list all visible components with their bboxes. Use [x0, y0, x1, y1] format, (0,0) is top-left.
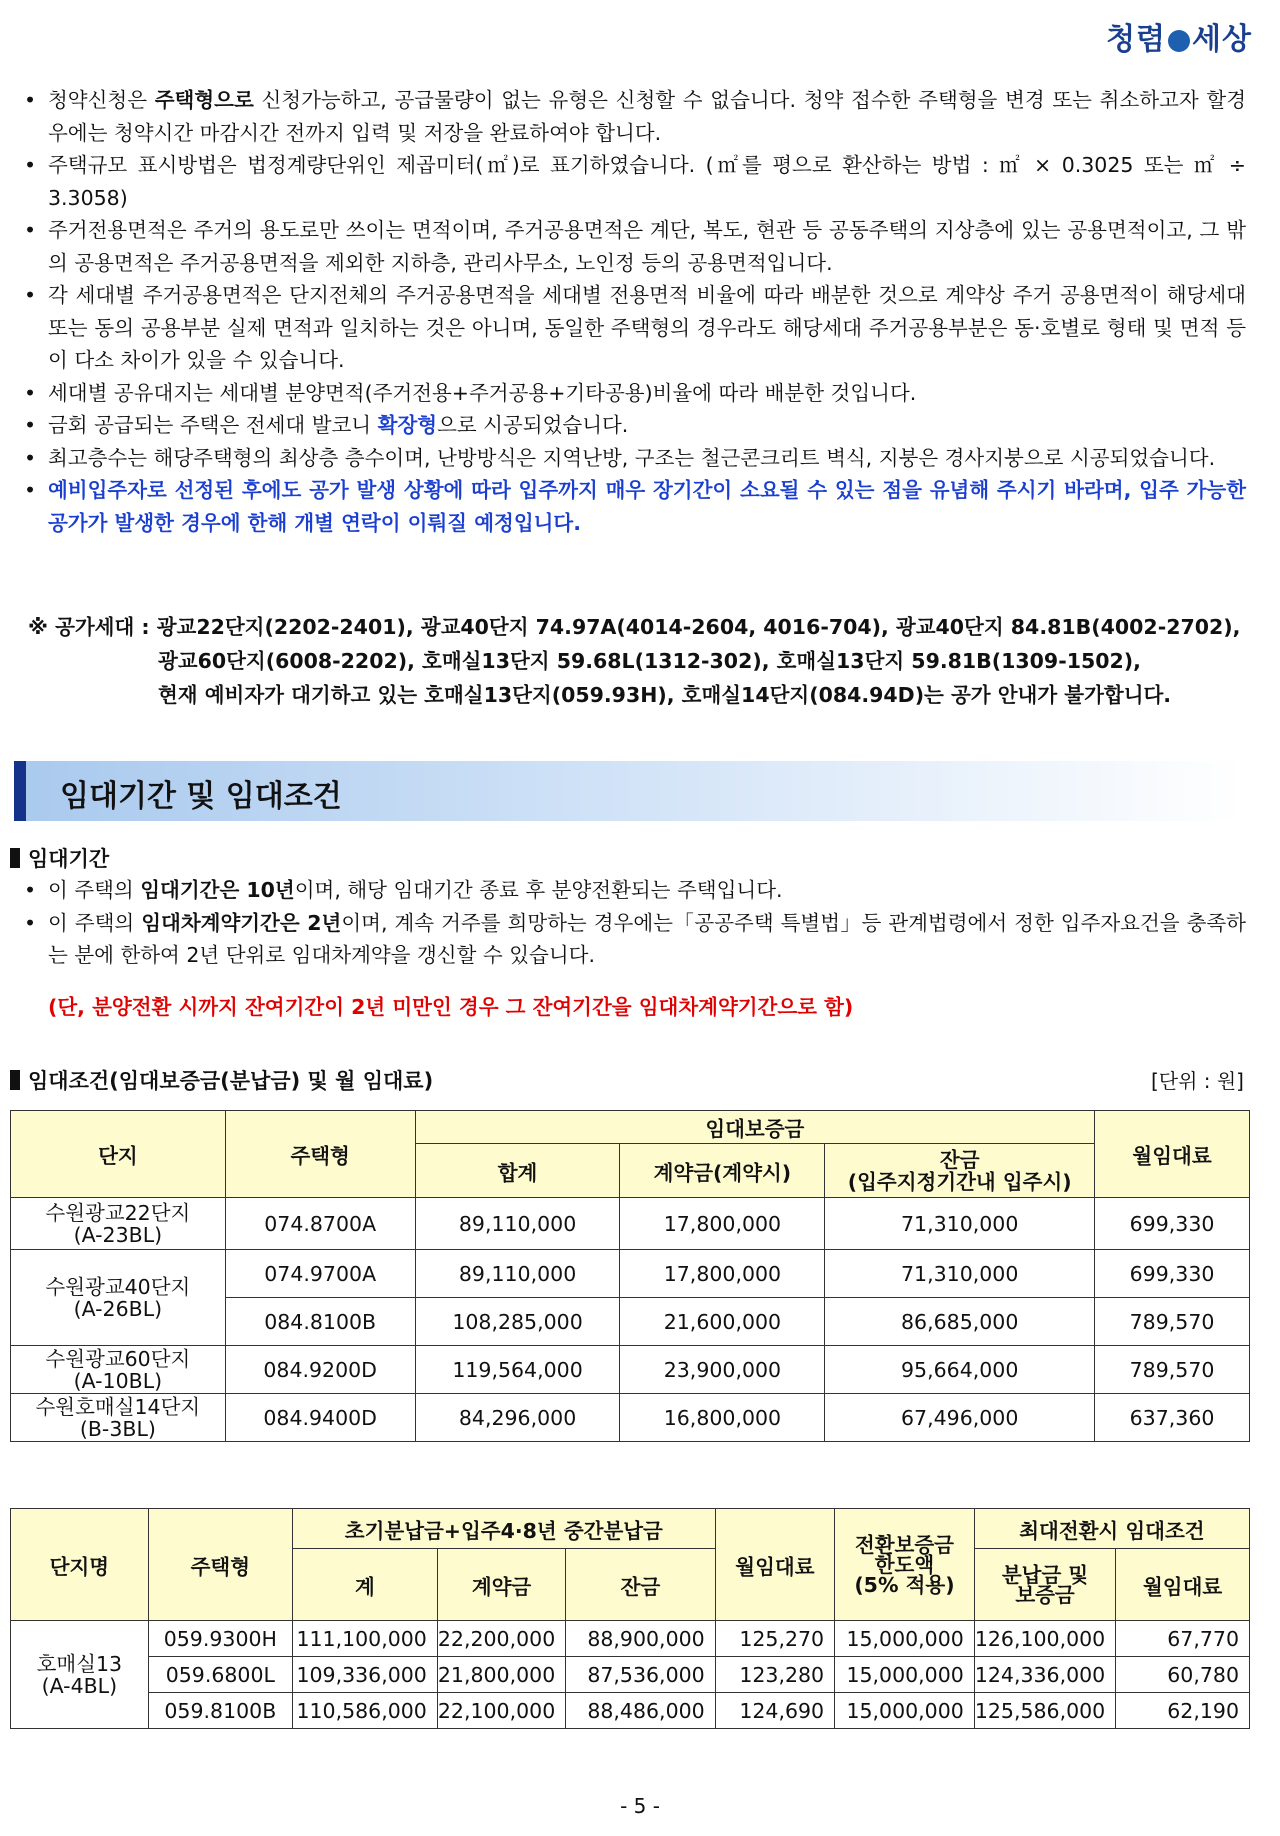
monthly-rent: 699,330 [1095, 1198, 1250, 1250]
monthly-rent: 699,330 [1095, 1250, 1250, 1298]
deposit-contract: 16,800,000 [620, 1394, 825, 1442]
bullet-item [18, 442, 1246, 475]
notice-bullets [18, 84, 1246, 539]
installment-balance: 87,536,000 [566, 1657, 715, 1693]
monthly-rent: 123,280 [715, 1657, 834, 1693]
housing-type: 074.9700A [225, 1250, 415, 1298]
installment-balance: 88,900,000 [566, 1621, 715, 1657]
table-row [11, 1693, 1250, 1729]
bullet-item [18, 874, 1246, 907]
section-title: 임대기간 및 임대조건 [60, 779, 342, 814]
subheading-lease-terms: 임대조건(임대보증금(분납금) 및 월 임대료) [10, 1065, 433, 1095]
max-monthly-rent: 60,780 [1116, 1657, 1250, 1693]
monthly-rent: 124,690 [715, 1693, 834, 1729]
header-total: 합계 [415, 1144, 620, 1198]
header-balance: 잔금 [566, 1549, 715, 1621]
bullet-text: 예비입주자로 선정된 후에도 공가 발생 상황에 따라 입주까지 매우 장기간이 소요될 수 있는 점을 유념해 주시기 바라며, 입주 가능한 공가가 발생한 경우에 한해 개별 연락이 이뤄질 예정입니다. [48, 478, 1246, 535]
lease-terms-table [10, 1110, 1250, 1442]
complex-name: 수원광교22단지 (A-23BL) [11, 1198, 226, 1250]
housing-type: 084.8100B [225, 1298, 415, 1346]
bullet-text: 금회 공급되는 주택은 전세대 발코니 [48, 413, 378, 437]
header-type: 주택형 [148, 1509, 292, 1621]
bullet-text: 주택규모 표시방법은 법정계량단위인 제곱미터(㎡)로 표기하였습니다. (㎡를 평으로 환산하는 방법 : ㎡ × 0.3025 또는 ㎡ ÷ 3.3058) [48, 153, 1246, 210]
deposit-total: 84,296,000 [415, 1394, 620, 1442]
table-row [11, 1621, 1250, 1657]
bullet-item [18, 377, 1246, 410]
bullet-text: 이 주택의 [48, 910, 142, 935]
bullet-text: 각 세대별 주거공용면적은 단지전체의 주거공용면적을 세대별 전용면적 비율에 따라 배분한 것으로 계약상 주거 공용면적이 해당세대 또는 동의 공용부분 실제 면적과 일치하는 것은 아니며, 동일한 주택형의 경우라도 해당세대 주거공용부분은 동·호별로 형태 및 면적 등이 다소 차이가 있을 수 있습니다. [48, 283, 1246, 372]
conversion-limit: 15,000,000 [835, 1693, 975, 1729]
header-type: 주택형 [225, 1111, 415, 1198]
header-complex: 단지 [11, 1111, 226, 1198]
bullet-item [18, 474, 1246, 539]
bullet-item [18, 214, 1246, 279]
max-installment-deposit: 126,100,000 [974, 1621, 1115, 1657]
installment-sum: 111,100,000 [292, 1621, 437, 1657]
max-installment-deposit: 125,586,000 [974, 1693, 1115, 1729]
table-row [11, 1250, 1250, 1298]
housing-type: 059.9300H [148, 1621, 292, 1657]
max-monthly-rent: 67,770 [1116, 1621, 1250, 1657]
deposit-balance: 71,310,000 [825, 1198, 1095, 1250]
logo-text-left: 청렴 [1106, 22, 1167, 57]
header-contract: 계약금 [437, 1549, 565, 1621]
vacancy-note [28, 610, 1240, 712]
housing-type: 059.6800L [148, 1657, 292, 1693]
deposit-contract: 17,800,000 [620, 1198, 825, 1250]
bullet-text: 임대차계약기간은 2년 [141, 910, 342, 935]
complex-name: 호매실13 (A-4BL) [11, 1621, 149, 1729]
bullet-item [18, 279, 1246, 377]
installment-table [10, 1508, 1250, 1729]
bullet-item [18, 409, 1246, 442]
installment-sum: 109,336,000 [292, 1657, 437, 1693]
section-header [14, 761, 1244, 821]
deposit-contract: 23,900,000 [620, 1346, 825, 1394]
deposit-total: 108,285,000 [415, 1298, 620, 1346]
deposit-balance: 95,664,000 [825, 1346, 1095, 1394]
bullet-text: 주택형으로 [154, 88, 254, 112]
deposit-balance: 71,310,000 [825, 1250, 1095, 1298]
unit-label: [단위 : 원] [1150, 1069, 1244, 1093]
table-row [11, 1198, 1250, 1250]
deposit-balance: 86,685,000 [825, 1298, 1095, 1346]
complex-name: 수원광교60단지 (A-10BL) [11, 1346, 226, 1394]
header-contract: 계약금(계약시) [620, 1144, 825, 1198]
logo [1106, 14, 1252, 58]
header-initial-installment: 초기분납금+입주4·8년 중간분납금 [292, 1509, 715, 1549]
bullet-text: 이며, 계속 거주를 희망하는 경우에는「공공주택 특별법」등 관계법령에서 정한 입주자요건을 충족하는 분에 한하여 2년 단위로 임대차계약을 갱신할 수 있습니다. [48, 910, 1246, 967]
bullet-text: 임대기간은 10년 [140, 878, 295, 902]
deposit-total: 89,110,000 [415, 1198, 620, 1250]
header-complex-name: 단지명 [11, 1509, 149, 1621]
bullet-item [18, 907, 1246, 972]
housing-type: 084.9400D [225, 1394, 415, 1442]
deposit-total: 119,564,000 [415, 1346, 620, 1394]
max-monthly-rent: 62,190 [1116, 1693, 1250, 1729]
housing-type: 084.9200D [225, 1346, 415, 1394]
deposit-balance: 67,496,000 [825, 1394, 1095, 1442]
header-balance: 잔금 (입주지정기간내 입주시) [825, 1144, 1095, 1198]
bullet-text: 이며, 해당 임대기간 종료 후 분양전환되는 주택입니다. [294, 878, 783, 902]
bullet-text: 신청가능하고, 공급물량이 없는 유형은 신청할 수 없습니다. 청약 접수한 주택형을 변경 또는 취소하고자 할경우에는 청약시간 마감시간 전까지 입력 및 저장을 완료하여야 합니다. [48, 88, 1247, 145]
installment-sum: 110,586,000 [292, 1693, 437, 1729]
lease-exception-note: (단, 분양전환 시까지 잔여기간이 2년 미만인 경우 그 잔여기간을 임대차계약기간으로 함) [48, 995, 854, 1019]
bullet-item [18, 149, 1246, 214]
bullet-text: 이 주택의 [48, 878, 141, 902]
installment-contract: 22,200,000 [437, 1621, 565, 1657]
table-row [11, 1394, 1250, 1442]
table-row [11, 1346, 1250, 1394]
housing-type: 074.8700A [225, 1198, 415, 1250]
vacancy-note-line: 광교60단지(6008-2202), 호매실13단지 59.68L(1312-302), 호매실13단지 59.81B(1309-1502), [158, 649, 1141, 673]
bullet-text: 확장형 [377, 413, 438, 437]
monthly-rent: 789,570 [1095, 1298, 1250, 1346]
bullet-text: 으로 시공되었습니다. [437, 413, 629, 437]
installment-contract: 22,100,000 [437, 1693, 565, 1729]
header-deposit: 임대보증금 [415, 1111, 1094, 1144]
deposit-total: 89,110,000 [415, 1250, 620, 1298]
header-max-rent: 월임대료 [1116, 1549, 1250, 1621]
bullet-text: 주거전용면적은 주거의 용도로만 쓰이는 면적이며, 주거공용면적은 계단, 복도, 현관 등 공동주택의 지상층에 있는 공용면적이고, 그 밖의 공용면적은 주거공용면적을 제외한 지하층, 관리사무소, 노인정 등의 공용면적입니다. [48, 218, 1246, 275]
bullet-text: 청약신청은 [48, 88, 155, 112]
header-conversion-limit: 전환보증금 한도액 (5% 적용) [835, 1509, 975, 1621]
page-number: - 5 - [620, 1794, 660, 1818]
table-row [11, 1657, 1250, 1693]
max-installment-deposit: 124,336,000 [974, 1657, 1115, 1693]
header-sum: 계 [292, 1549, 437, 1621]
conversion-limit: 15,000,000 [835, 1657, 975, 1693]
logo-text-right: 세상 [1192, 22, 1252, 57]
installment-balance: 88,486,000 [566, 1693, 715, 1729]
header-installment-deposit: 분납금 및 보증금 [974, 1549, 1115, 1621]
vacancy-note-line: ※ 공가세대 : 광교22단지(2202-2401), 광교40단지 74.97A(4014-2604, 4016-704), 광교40단지 84.81B(4002-2702), [28, 615, 1241, 639]
bullet-text: 세대별 공유대지는 세대별 분양면적(주거전용+주거공용+기타공용)비율에 따라 배분한 것입니다. [48, 380, 917, 405]
header-rent: 월임대료 [1095, 1111, 1250, 1198]
monthly-rent: 789,570 [1095, 1346, 1250, 1394]
vacancy-note-line: 현재 예비자가 대기하고 있는 호매실13단지(059.93H), 호매실14단지(084.94D)는 공가 안내가 불가합니다. [158, 683, 1172, 707]
header-max-conversion: 최대전환시 임대조건 [974, 1509, 1249, 1549]
conversion-limit: 15,000,000 [835, 1621, 975, 1657]
lease-period-bullets [18, 874, 1246, 972]
monthly-rent: 637,360 [1095, 1394, 1250, 1442]
complex-name: 수원광교40단지 (A-26BL) [11, 1250, 226, 1346]
deposit-contract: 17,800,000 [620, 1250, 825, 1298]
monthly-rent: 125,270 [715, 1621, 834, 1657]
section-header-bar [14, 761, 26, 821]
installment-contract: 21,800,000 [437, 1657, 565, 1693]
deposit-contract: 21,600,000 [620, 1298, 825, 1346]
subheading-lease-period: 임대기간 [10, 843, 109, 873]
housing-type: 059.8100B [148, 1693, 292, 1729]
bullet-text: 최고층수는 해당주택형의 최상층 층수이며, 난방방식은 지역난방, 구조는 철근콘크리트 벽식, 지붕은 경사지붕으로 시공되었습니다. [48, 445, 1216, 470]
seal-icon [1168, 30, 1190, 52]
bullet-item [18, 84, 1246, 149]
complex-name: 수원호매실14단지 (B-3BL) [11, 1394, 226, 1442]
header-rent: 월임대료 [715, 1509, 834, 1621]
